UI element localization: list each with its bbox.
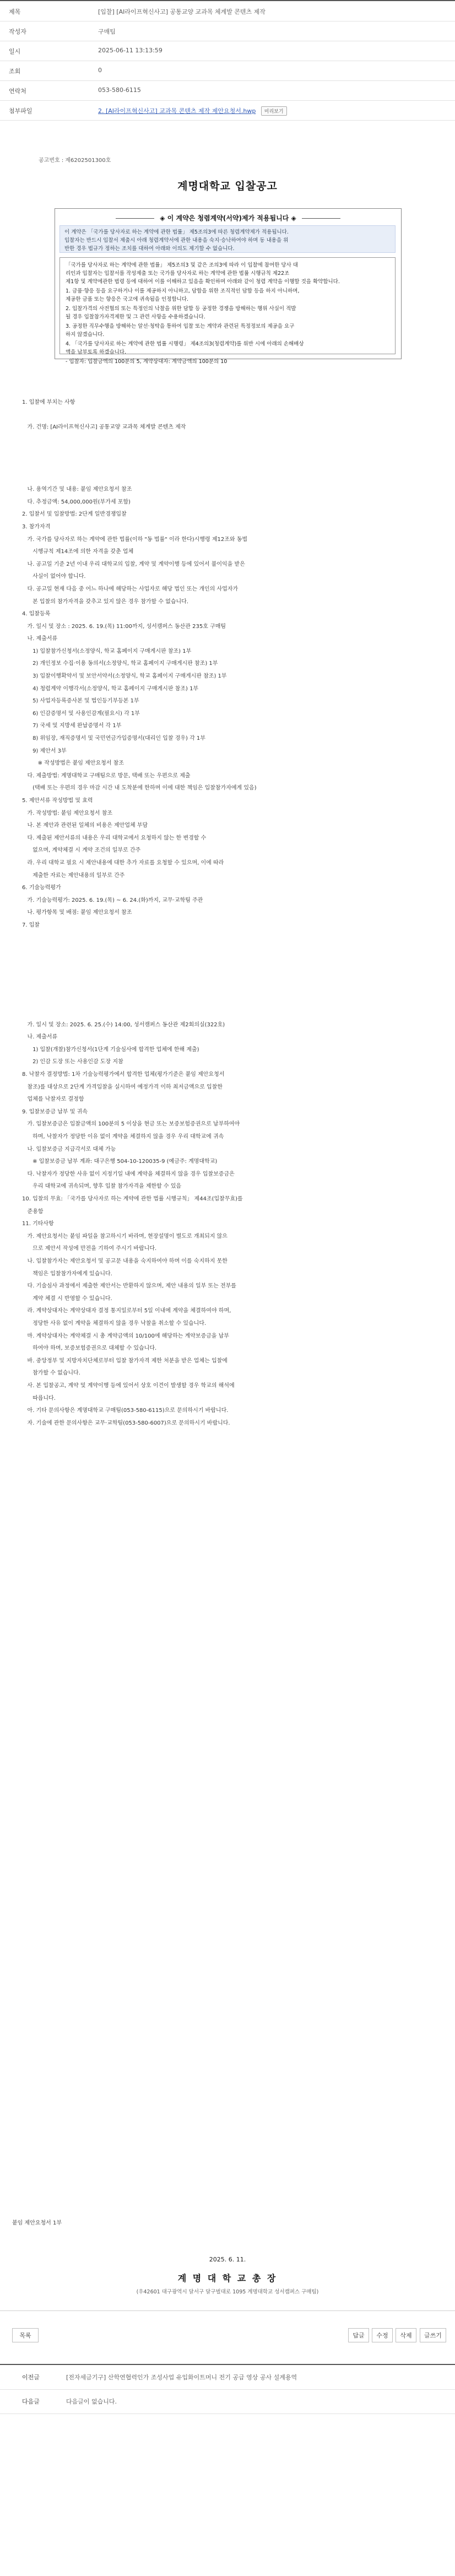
attachment-note: 붙임 제안요청서 1부 (12, 2220, 62, 2226)
meta-row-title (0, 1, 455, 21)
signature-date: 2025. 6. 11. (209, 2256, 246, 2263)
pledge-item: 1. 금품·향응 등을 요구하거나 이를 제공하지 아니하고, 담합을 위한 조직적인 담합 등을 하지 아니하며, 제공한 금품 또는 향응은 국고에 귀속됨을 인정합니다. (66, 288, 300, 302)
next-post-text: 다음글이 없습니다. (66, 2398, 117, 2405)
meta-value-author: 구매팀 (98, 28, 116, 35)
notice-number: 공고번호 : 제6202501300호 (39, 158, 111, 164)
meta-row-views (0, 61, 455, 81)
prev-post-link[interactable]: [전자세금기구] 산학연협력인가 조성사업 유입화이트머니 전기 공급 영상 공사 설계용역 (66, 2374, 297, 2381)
integrity-heading-text: 이 계약은 청렴계약(서약)제가 적용됩니다 (167, 214, 289, 222)
reply-button[interactable]: 답글 (348, 2328, 369, 2342)
attachment-file-link[interactable]: 2. [AI라이프혁신사고] 교과목 콘텐츠 제작 제안요청서.hwp (98, 107, 256, 115)
edit-button[interactable]: 수정 (372, 2328, 393, 2342)
meta-label-contact: 연락처 (9, 88, 26, 95)
meta-value-views: 0 (98, 67, 102, 74)
list-button[interactable]: 목록 (12, 2328, 39, 2342)
next-post-row (0, 2389, 455, 2414)
meta-row-author (0, 21, 455, 41)
preview-button[interactable]: 미리보기 (261, 106, 287, 116)
pledge-item: 2. 입찰가격의 사전협의 또는 특정인의 낙찰을 위한 담합 등 공정한 경쟁을 방해하는 행위 사실이 적발 될 경우 입찰참가자격제한 및 그 관련 사항을 수용하겠습니다. (66, 306, 296, 320)
delete-button[interactable]: 삭제 (396, 2328, 416, 2342)
meta-row-attachment (0, 100, 455, 121)
signature-address: (우42601 대구광역시 달서구 달구벌대로 1095 계명대학교 성서캠퍼스 구매팀) (136, 2289, 319, 2295)
heading-rule-right (302, 218, 340, 219)
meta-label-author: 작성자 (9, 28, 26, 35)
pledge-item: 4. 「국가를 당사자로 하는 계약에 관한 법률 시행령」 제4조의3(청렴계약)를 위반 시에 아래의 손해배상 액을 납부토록 하겠습니다. (66, 341, 304, 355)
meta-value-date: 2025-06-11 13:13:59 (98, 47, 162, 54)
integrity-heading (55, 213, 401, 223)
notice-body: 1. 입찰에 부치는 사항 가. 건명: [AI라이프혁신사고] 공통교양 교과목 체계발 콘텐츠 제작 나. 용역기간 및 내용: 붙임 제안요청서 참조 다. 추정금액: 54,000,000원(부가세 포함) 2. 입찰서 및 입찰방법: 2단계 일반경쟁입찰 3. 참가자격 가. 국가를 당사자로 하는 계약에 관한 법률(이하 "동 법률" 이라 한다)시행령 제12조와 동법 시행규칙 제14조에 의한 자격을 갖춘 업체 나. 공고일 기준 2년 이내 우리 대학교의 입찰, 계약 및 계약이행 등에 있어서 불이익을 받은 사실이 없어야 합니다. 다. 공고일 현재 다음 중 어느 하나에 해당하는 사업자로 해당 법인 또는 개인의 사업자가 본 입찰의 참가자격을 갖추고 있지 않은 경우 참가할 수 없습니다. 4. 입찰등록 가. 일시 및 장소 : 2025. 6. 19.(목) 11:00까지, 성서캠퍼스 동산관 235호 구매팀 나. 제출서류 1) 입찰참가신청서(소정양식, 학교 홈페이지 구매게시판 참조) 1부 2) 개인정보 수집·이용 동의서(소정양식, 학교 홈페이지 구매게시판 참조) 1부 3) 입찰이행확약서 및 보안서약서(소정양식, 학교 홈페이지 구매게시판 참조) 1부 4) 청렴계약 이행각서(소정양식, 학교 홈페이지 구매게시판 참조) 1부 5) 사업자등록증사본 및 법인등기부등본 1부 6) 인감증명서 및 사용인감계(필요시) 각 1부 7) 국세 및 지방세 완납증명서 각 1부 8) 위임장, 재직증명서 및 국민연금가입증명서(대리인 입찰 경우) 각 1부 9) 제안서 3부 ※ 작성방법은 붙임 제안요청서 참조 다. 제출방법: 계명대학교 구매팀으로 방문, 택배 또는 우편으로 제출 (택배 또는 우편의 경우 마감 시간 내 도착분에 한하며 이에 대한 책임은 입찰참가자에게 있음) 5. 제안서류 작성방법 및 효력 가. 작성방법: 붙임 제안요청서 참조 나. 본 제안과 관련된 일체의 비용은 제안업체 부담 다. 제출된 제안서류의 내용은 우리 대학교에서 요청하지 않는 한 변경할 수 없으며, 계약체결 시 계약 조건의 일부로 간주 라. 우리 대학교 필요 시 제안내용에 대한 추가 자료를 요청할 수 있으며, 이에 따라 제출한 자료는 제안내용의 일부로 간주 6. 기술능력평가 가. 기술능력평가: 2025. 6. 19.(목) ~ 6. 24.(화)까지, 교무·교학팀 주관 나. 평가항목 및 배점: 붙임 제안요청서 참조 7. 입찰 가. 일시 및 장소: 2025. 6. 25.(수) 14:00, 성서캠퍼스 동산관 제2회의실(322호) 나. 제출서류 1) 입찰(개찰)참가신청서(1단계 기술심사에 합격한 업체에 한해 제출) 2) 인감 도장 또는 사용인감 도장 지참 8. 낙찰자 결정방법: 1차 기술능력평가에서 합격한 업체(평가기준은 붙임 제안요청서 참조)를 대상으로 2단계 가격입찰을 실시하여 예정가격 이하 최저금액으로 입찰한 업체를 낙찰자로 결정함 9. 입찰보증금 납부 및 귀속 가. 입찰보증금은 입찰금액의 100분의 5 이상을 현금 또는 보증보험증권으로 납부하여야 하며, 낙찰자가 정당한 이유 없이 계약을 체결하지 않을 경우 우리 대학교에 귀속 나. 입찰보증금 지급각서로 대체 가능 ※ 입찰보증금 납부 계좌: 대구은행 504-10-120035-9 (예금주: 계명대학교) 다. 낙찰자가 정당한 사유 없이 지정기일 내에 계약을 체결하지 않을 경우 입찰보증금은 우리 대학교에 귀속되며, 향후 입찰 참가자격을 제한할 수 있음 10. 입찰의 무효: 「국가를 당사자로 하는 계약에 관한 법률 시행규칙」 제44조(입찰무효)를 준용함 11. 기타사항 가. 제안요청서는 붙임 파일을 참고하시기 바라며, 현장설명이 별도로 개최되지 않으 므로 제안서 작성에 만전을 기하여 주시기 바랍니다. 나. 입찰참가자는 제안요청서 및 공고문 내용을 숙지하여야 하며 이를 숙지하지 못한 책임은 입찰참가자에게 있습니다. 다. 기술심사 과정에서 제출한 제안서는 반환하지 않으며, 제안 내용의 일부 또는 전부를 계약 체결 시 반영할 수 있습니다. 라. 계약상대자는 계약상대자 결정 통지일로부터 5일 이내에 계약을 체결하여야 하며, 정당한 사유 없이 계약을 체결하지 않을 경우 낙찰을 취소할 수 있습니다. 마. 계약상대자는 계약체결 시 총 계약금액의 10/100에 해당하는 계약보증금을 납부 하여야 하며, 보증보험증권으로 대체할 수 있습니다. 바. 중앙정부 및 지방자치단체로부터 입찰 참가자격 제한 처분을 받은 업체는 입찰에 참가할 수 없습니다. 사. 본 입찰공고, 계약 및 계약이행 등에 있어서 상호 이견이 발생할 경우 학교의 해석에 따릅니다. 아. 기타 문의사항은 계명대학교 구매팀(053-580-6115)으로 문의하시기 바랍니다. 자. 기술에 관한 문의사항은 교무·교학팀(053-580-6007)으로 문의하시기 바랍니다. (22, 399, 257, 1426)
next-post-label: 다음글 (22, 2398, 40, 2405)
meta-value-contact: 053-580-6115 (98, 86, 141, 94)
attachment-area (98, 106, 287, 116)
diamond-icon: ◈ (160, 214, 165, 222)
pledge-paragraph: 「국가를 당사자로 하는 계약에 관한 법률」 제5조의3 및 같은 조의3에 따라 이 입찰에 참여한 당사 대 리인과 입찰자는 입찰서를 작성제출 또는 국가를 당사자로 하는 계약에 관한 법률 시행규칙 제22조 제1항 및 계약에관한 법령 등에 대하여 이를 이해하고 있음을 확인하며 아래와 같이 청렴 계약을 이행할 것을 확약합니다. (66, 262, 340, 285)
write-button[interactable]: 글쓰기 (420, 2328, 446, 2342)
meta-label-title: 제목 (9, 8, 21, 15)
integrity-summary-text: 이 계약은 「국가를 당사자로 하는 계약에 관한 법률」 제5조의3에 따른 청렴계약제가 적용됩니다. 입찰자는 반드시 입찰서 제출시 아래 청렴계약서에 관한 내용을 숙지·승낙하여야 하며 동 내용을 위 반한 경우 법규가 정하는 조치를 대하여 아래와 이의도 제기할 수 없습니다. (64, 229, 289, 252)
meta-label-date: 일시 (9, 48, 21, 55)
pledge-penalty: - 입찰자: 입찰금액의 100분의 5, 계약상대자: 계약금액의 100분의 10 (66, 359, 228, 365)
integrity-summary (59, 225, 396, 253)
meta-label-views: 조회 (9, 68, 21, 75)
heading-rule-left (116, 218, 154, 219)
content-divider (0, 2310, 455, 2311)
meta-row-date (0, 41, 455, 61)
prev-post-row[interactable] (0, 2365, 455, 2390)
notice-title: 계명대학교 입찰공고 (177, 180, 278, 192)
prev-post-label: 이전글 (22, 2374, 40, 2381)
diamond-icon: ◈ (291, 214, 296, 222)
meta-label-attachment: 첨부파일 (9, 107, 32, 115)
pledge-item: 3. 공정한 직무수행을 방해하는 알선·청탁을 통하여 입찰 또는 계약과 관련된 특정정보의 제공을 요구 하지 않겠습니다. (66, 323, 295, 338)
meta-row-contact (0, 80, 455, 101)
integrity-contract-box (55, 208, 402, 365)
meta-value-title: [입찰] [AI라이프혁신사고] 공통교양 교과목 체계발 콘텐츠 제작 (98, 8, 266, 15)
integrity-pledge (59, 257, 396, 365)
signature-organization: 계 명 대 학 교 총 장 (177, 2273, 278, 2283)
